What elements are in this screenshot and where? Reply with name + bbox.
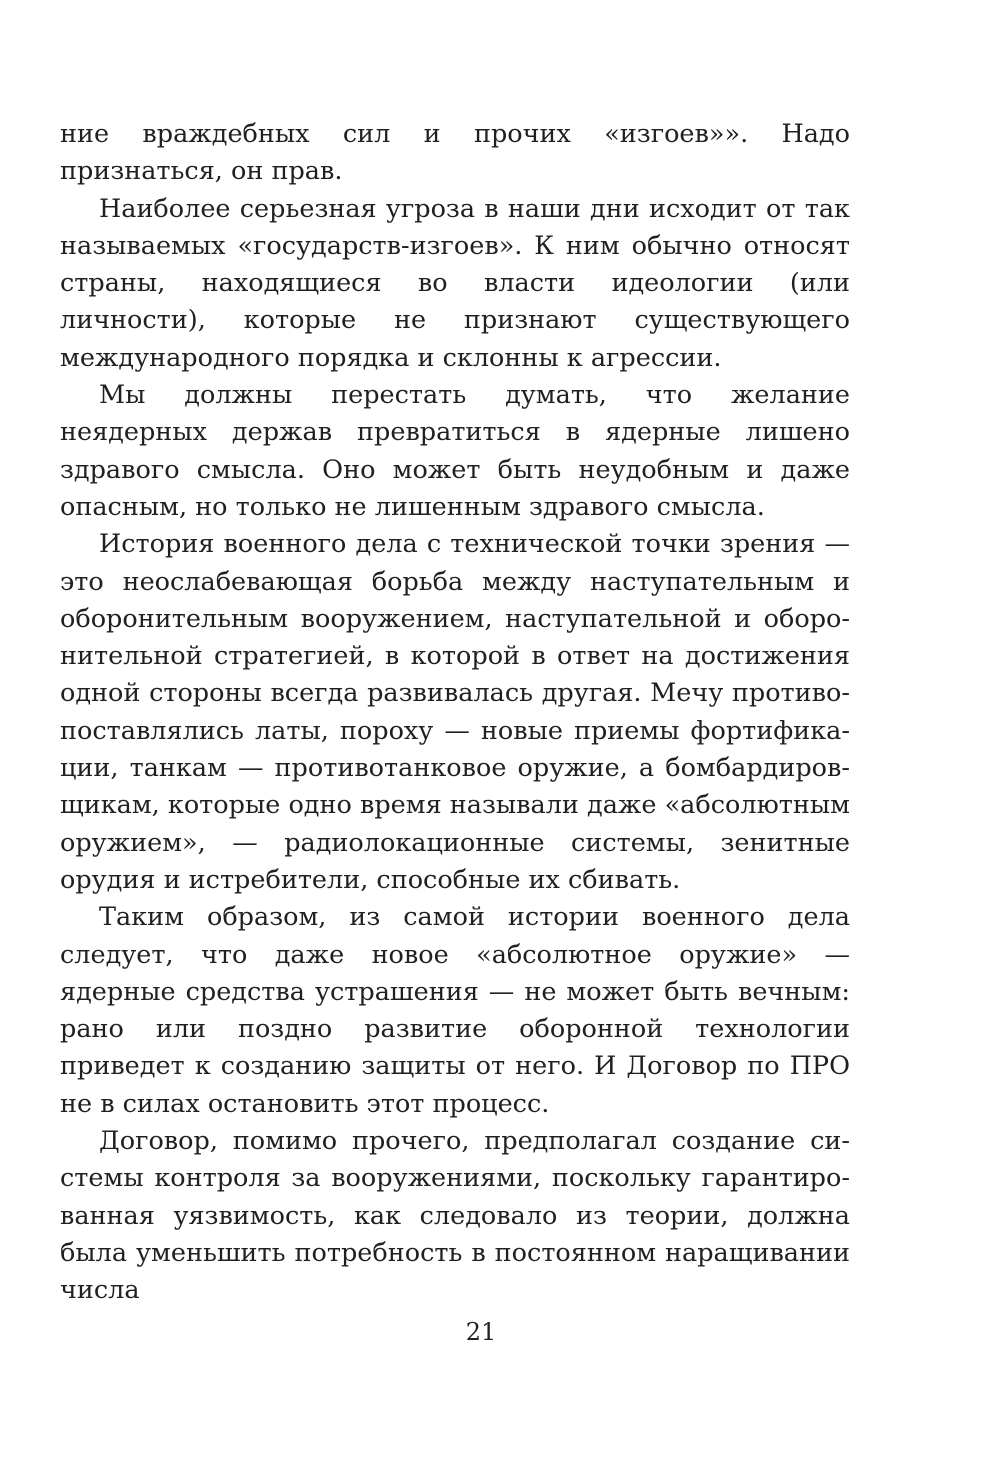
paragraph: Мы должны перестать думать, что желание неядерных держав превратиться в ядерные лишено здравого смысла. Оно может быть неудобным и даже опасным, но только не лишенным здравого смысла. — [60, 380, 850, 522]
paragraph-continued: ние враждебных сил и прочих «изгоев»». Надо признаться, он прав. — [60, 119, 850, 187]
paragraph: Наиболее серьезная угроза в наши дни исходит от так называемых «государств-изгоев». К ним обычно относят страны, находящиеся во власти идеологии (или личности), которые не признают существующего международного порядка и склонны к агрессии. — [60, 193, 850, 373]
page-number: 21 — [465, 1318, 497, 1346]
paragraph: Договор, помимо прочего, предполагал создание системы контроля за вооружениями, поскольку гарантированная уязвимость, как следовало из теории, должна была уменьшить потребность в постоянном наращивании числа — [60, 1126, 850, 1306]
paragraph: Таким образом, из самой истории военного дела следует, что даже новое «абсолютное оружие» — ядерные средства устрашения — не может быть вечным: рано или поздно развитие оборонной технологии приведет к созданию защиты от него. И Договор по ПРО не в силах остановить этот процесс. — [60, 902, 850, 1119]
body-text — [60, 116, 850, 1310]
paragraph: История военного дела с технической точки зрения — это неослабевающая борьба между наступательным и оборонительным вооружением, наступательной и оборонительной стратегией, в которой в ответ на достижения одной стороны всегда развивалась другая. Мечу противопоставлялись латы, пороху — новые приемы фортификации, танкам — противотанковое оружие, а бомбардировщикам, которые одно время называли даже «абсолютным оружием», — радиолокационные системы, зенитные орудия и истребители, способные их сбивать. — [60, 529, 851, 895]
